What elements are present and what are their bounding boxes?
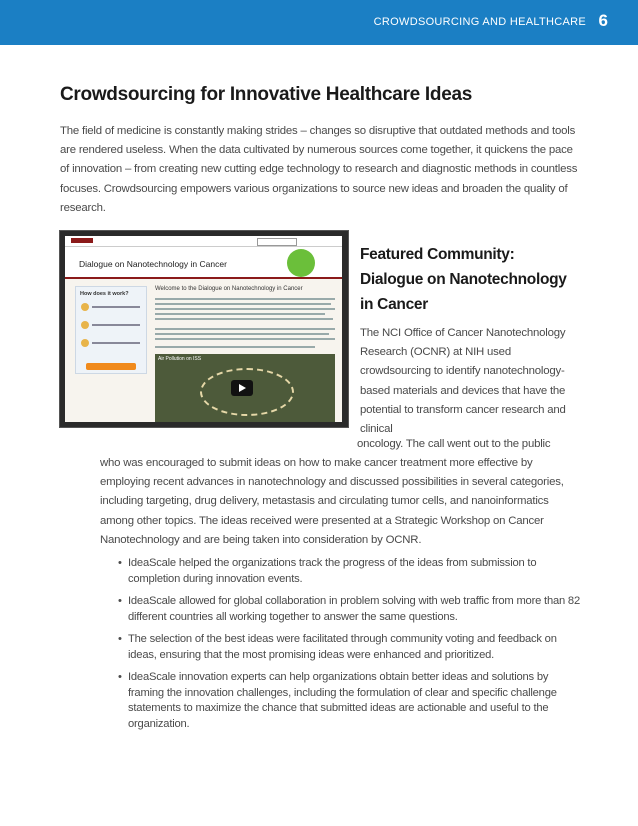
welcome-text-line xyxy=(155,328,335,330)
bullet-mark: • xyxy=(118,595,122,607)
list-item xyxy=(118,632,582,663)
community-screenshot xyxy=(59,230,349,428)
nci-logo xyxy=(71,238,93,243)
list-item xyxy=(118,670,582,732)
bullet-mark: • xyxy=(118,671,122,683)
page-number: 6 xyxy=(598,11,608,30)
welcome-heading: Welcome to the Dialogue on Nanotechnology in Cancer xyxy=(155,286,303,292)
benefits-list xyxy=(118,556,582,739)
banner-divider xyxy=(65,277,342,279)
welcome-text-line xyxy=(155,333,329,335)
bullet-mark: • xyxy=(118,633,122,645)
step-icon xyxy=(81,339,89,347)
welcome-text-line xyxy=(155,318,333,320)
how-it-works-panel xyxy=(75,286,147,374)
step-text xyxy=(92,306,140,308)
list-item-text: The selection of the best ideas were facilitated through community voting and feedback on ideas, ensuring that the most promising ideas were enhanced and prioritized. xyxy=(128,633,557,661)
screenshot-search-box xyxy=(257,238,297,246)
screenshot-banner xyxy=(65,247,342,277)
step-text xyxy=(92,324,140,326)
list-item-text: IdeaScale helped the organizations track the progress of the ideas from submission to completion during innovation events. xyxy=(128,557,537,585)
step-icon xyxy=(81,321,89,329)
welcome-text-line xyxy=(155,346,315,348)
welcome-text-line xyxy=(155,298,335,300)
bullet-mark: • xyxy=(118,557,122,569)
play-icon xyxy=(231,380,253,396)
screenshot-banner-title: Dialogue on Nanotechnology in Cancer xyxy=(79,259,227,269)
list-item-text: IdeaScale innovation experts can help organizations obtain better ideas and solutions by framing the innovation challenges, including the formulation of clear and specific challenge statements to maximize the chance that submitted ideas are actionable and useful to the organization. xyxy=(128,671,557,730)
nci-top-bar xyxy=(65,236,342,247)
list-item xyxy=(118,556,582,587)
brain-globe-icon xyxy=(287,249,315,277)
welcome-text-line xyxy=(155,338,335,340)
how-it-works-heading: How does it work? xyxy=(80,291,129,297)
welcome-text-line xyxy=(155,308,335,310)
video-title: Air Pollution on ISS xyxy=(158,356,202,362)
step-icon xyxy=(81,303,89,311)
featured-body-wrap: who was encouraged to submit ideas on how to make cancer treatment more effective by employing recent advances in nanotechnology and discussed possibilities in several categories, including targeting, drug delivery, metastasis and circulating tumor cells, and nanoinformatics among other topics. The ideas received were presented at a Strategic Workshop on Cancer Nanotechnology and are being taken into consideration by OCNR. xyxy=(100,457,564,546)
intro-paragraph: The field of medicine is constantly making strides – changes so disruptive that outdated methods and tools are rendered useless. When the data cultivated by numerous sources come together, it quickens the pace of innovation – from creating new cutting edge technology to research and diagnostic methods in countless focuses. Crowdsourcing empowers various organizations to source new ideas and broaden the quality of research. xyxy=(60,125,578,214)
featured-body-continued: oncology. The call went out to the public xyxy=(357,438,551,450)
embedded-video xyxy=(155,354,335,422)
featured-body: The NCI Office of Cancer Nanotechnology Research (OCNR) at NIH used crowdsourcing to identify nanotechnology-based materials and devices that have the potential to transform cancer research and clinical xyxy=(360,327,566,436)
welcome-text-line xyxy=(155,313,325,315)
submit-idea-button xyxy=(86,363,136,370)
header-bar xyxy=(0,0,638,45)
welcome-text-line xyxy=(155,303,331,305)
featured-heading: Featured Community: Dialogue on Nanotechnology in Cancer xyxy=(360,246,567,313)
screenshot-page xyxy=(65,236,342,422)
section-title: CROWDSOURCING AND HEALTHCARE xyxy=(373,16,586,28)
list-item-text: IdeaScale allowed for global collaboration in problem solving with web traffic from more than 82 different countries all working together to answer the same questions. xyxy=(128,595,580,623)
article-title: Crowdsourcing for Innovative Healthcare Ideas xyxy=(60,84,472,105)
step-text xyxy=(92,342,140,344)
list-item xyxy=(118,594,582,625)
